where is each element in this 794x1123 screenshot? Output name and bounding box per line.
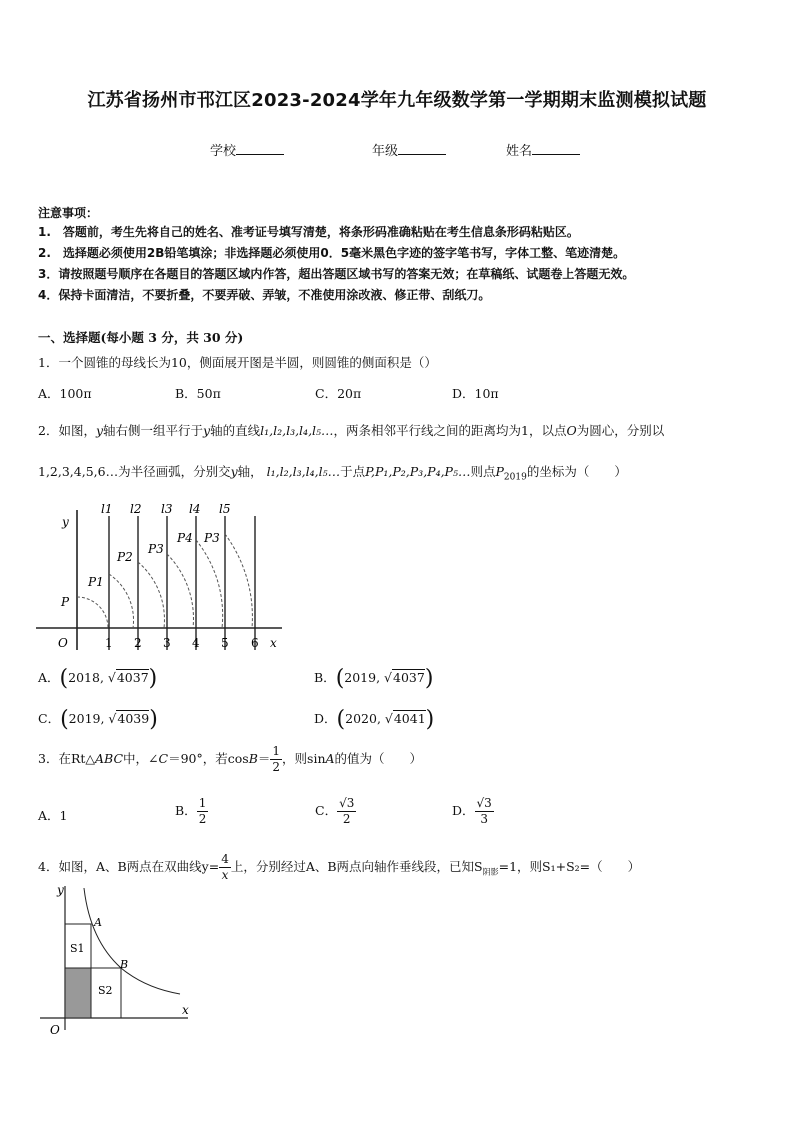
shaded-region — [65, 968, 91, 1018]
label-x: x — [270, 636, 277, 650]
q4-figure — [40, 880, 200, 1040]
hyperbola-curve — [84, 888, 180, 994]
q2-stem-line2: 1,2,3,4,5,6…为半径画弧，分别交y轴， l₁,l₂,l₃,l₄,l₅…于点P,P₁,P₂,P₃,P₄,P₅…则点$P_{2019}$的坐标为（ ） — [38, 464, 627, 483]
notice-item: 3．请按照题号顺序在各题目的答题区域内作答，超出答题区域书写的答案无效；在草稿纸、试题卷上答题无效。 — [38, 267, 635, 281]
q3-stem: 3．在Rt△ABC中，∠C＝90°，若cosB＝ $\frac{1}{2}$ ，则sinA的值为（ ） — [38, 744, 423, 774]
section-heading: 一、选择题(每小题 3 分，共 30 分) — [38, 330, 244, 345]
label-S2: S2 — [98, 984, 113, 997]
label-A: A — [94, 916, 102, 929]
school-label: 学校 — [210, 144, 237, 159]
tick-4: 4 — [192, 636, 200, 650]
name-label: 姓名 — [506, 144, 533, 159]
q2-option-c[interactable]: C．(2019, √4039) — [38, 707, 158, 732]
label-P5: P3 — [204, 531, 220, 545]
label-l5: l5 — [219, 502, 231, 516]
grade-label: 年级 — [372, 144, 399, 159]
tick-2: 2 — [134, 636, 142, 650]
label-y: y — [57, 883, 64, 897]
label-B: B — [120, 958, 129, 971]
q2-figure — [36, 500, 286, 655]
q1-option-b[interactable]: B．50π — [175, 386, 221, 401]
tick-1: 1 — [105, 636, 113, 650]
q3-option-c[interactable]: C． $\frac{√3}{2}$ — [315, 796, 355, 826]
label-l2: l2 — [130, 502, 142, 516]
grade-blank[interactable] — [398, 142, 446, 155]
page-title: 江苏省扬州市邗江区2023-2024学年九年级数学第一学期期末监测模拟试题 — [87, 90, 707, 111]
q1-stem: 1．一个圆锥的母线长为10，侧面展开图是半圆，则圆锥的侧面积是（） — [38, 355, 437, 370]
grade-field[interactable] — [372, 140, 446, 159]
label-P1: P1 — [88, 575, 104, 589]
q3-option-a[interactable]: A．1 — [38, 808, 68, 823]
label-P2: P2 — [117, 550, 133, 564]
label-O: O — [58, 636, 68, 650]
tick-6: 6 — [251, 636, 259, 650]
label-x: x — [182, 1003, 189, 1017]
notice-item: 1. 答题前，考生先将自己的姓名、准考证号填写清楚，将条形码准确粘贴在考生信息条形码粘贴区。 — [38, 225, 579, 239]
label-P: P — [61, 595, 70, 609]
q2-stem-line1: 2．如图，y轴右侧一组平行于y轴的直线l₁,l₂,l₃,l₄,l₅…，两条相邻平行线之间的距离均为1，以点O为圆心，分别以 — [38, 423, 665, 438]
q1-option-a[interactable]: A．100π — [38, 386, 92, 401]
notice-item: 4．保持卡面清洁，不要折叠，不要弄破、弄皱，不准使用涂改液、修正带、刮纸刀。 — [38, 288, 491, 302]
label-S1: S1 — [70, 942, 85, 955]
q1-option-d[interactable]: D．10π — [452, 386, 499, 401]
notice-item: 2. 选择题必须使用2B铅笔填涂；非选择题必须使用0．5毫米黑色字迹的签字笔书写，字体工整、笔迹清楚。 — [38, 246, 626, 260]
q3-option-b[interactable]: B． $\frac{1}{2}$ — [175, 796, 207, 826]
name-blank[interactable] — [532, 142, 580, 155]
label-l4: l4 — [189, 502, 201, 516]
label-l1: l1 — [101, 502, 113, 516]
tick-5: 5 — [221, 636, 229, 650]
label-P3: P3 — [148, 542, 164, 556]
label-P4: P4 — [177, 531, 193, 545]
q2-option-d[interactable]: D．(2020, √4041) — [314, 707, 435, 732]
q1-option-c[interactable]: C．20π — [315, 386, 362, 401]
name-field[interactable] — [506, 140, 580, 159]
tick-3: 3 — [163, 636, 171, 650]
label-l3: l3 — [161, 502, 173, 516]
q4-stem: 4．如图，A、B两点在双曲线y= $\frac{4}{x}$ 上，分别经过A、B两点向轴作垂线段，已知$S_{阴影}=1$，则S₁+S₂=（ ） — [38, 852, 641, 882]
q2-option-b[interactable]: B．(2019, √4037) — [314, 666, 434, 691]
label-y: y — [62, 515, 69, 529]
q3-option-d[interactable]: D． $\frac{√3}{3}$ — [452, 796, 492, 826]
label-O: O — [50, 1023, 60, 1037]
school-blank[interactable] — [236, 142, 284, 155]
notice-heading: 注意事项： — [38, 206, 99, 220]
q2-option-a[interactable]: A．(2018, √4037) — [38, 666, 158, 691]
school-field[interactable] — [210, 140, 284, 159]
